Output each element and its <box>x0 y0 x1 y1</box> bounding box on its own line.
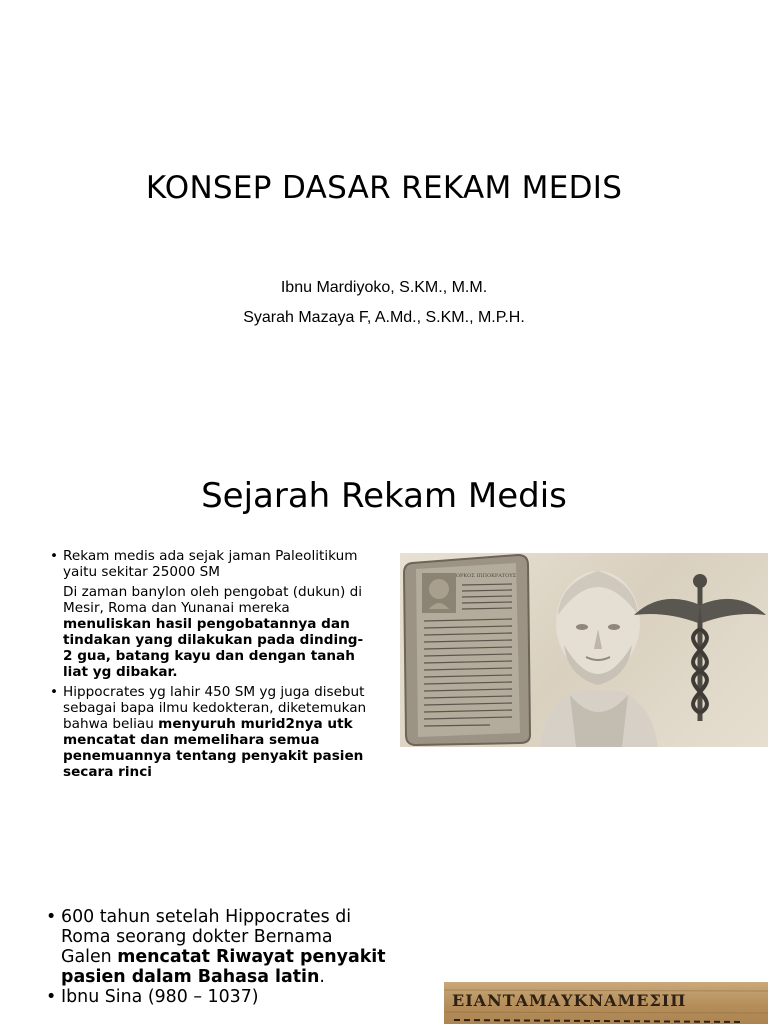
title-slide <box>0 0 768 440</box>
slide-title: Sejarah Rekam Medis <box>201 476 567 516</box>
bullet-dot: • <box>46 907 57 927</box>
bust-icon <box>540 571 658 747</box>
paragraph-bold-text: menuliskan hasil pengobatannya dan tindakan yang dilakukan pada dinding-2 gua, batang kayu dan dengan tanah liat yg dibakar. <box>63 616 364 680</box>
svg-text:ΟΡΚΟΣ ΙΠΠΟΚΡΑΤΟΥΣ: ΟΡΚΟΣ ΙΠΠΟΚΡΑΤΟΥΣ <box>455 573 517 579</box>
paragraph-text: Di zaman banylon oleh pengobat (dukun) di Mesir, Roma dan Yunanai mereka <box>63 584 363 616</box>
bullet-item <box>46 907 386 987</box>
history-slide <box>0 440 768 880</box>
bullet-list <box>46 907 386 1007</box>
bullet-end: . <box>319 967 325 987</box>
hippocrates-image <box>400 553 768 747</box>
papyrus-illustration <box>444 982 768 1024</box>
stone-tablet-icon <box>404 555 530 745</box>
author-name-2: Syarah Mazaya F, A.Md., S.KM., M.P.H. <box>243 309 525 326</box>
papyrus-image <box>444 982 768 1024</box>
hippocrates-illustration <box>400 553 768 747</box>
bullet-list <box>50 548 370 784</box>
bullet-text: 600 tahun setelah Hippocrates di Roma seorang dokter Bernama Galen <box>61 907 352 967</box>
caduceus-icon <box>634 574 766 721</box>
bullet-dot: • <box>50 548 59 564</box>
bullet-item <box>46 987 386 1007</box>
bullet-item <box>50 548 370 580</box>
bullet-bold-text: menyuruh murid2nya utk mencatat dan memelihara semua penemuannya tentang penyakit pasien secara rinci <box>63 716 364 780</box>
bullet-item <box>50 684 370 780</box>
bullet-text: Hippocrates yg lahir 450 SM yg juga disebut sebagai bapa ilmu kedokteran, diketemukan bahwa beliau <box>63 684 367 732</box>
bullet-dot: • <box>46 987 57 1007</box>
slide-title: KONSEP DASAR REKAM MEDIS <box>145 170 623 206</box>
author-name-1: Ibnu Mardiyoko, S.KM., M.M. <box>280 279 488 296</box>
galen-slide <box>0 880 768 1024</box>
bullet-text: Ibnu Sina (980 – 1037) <box>61 987 259 1007</box>
paragraph <box>50 584 370 680</box>
svg-text:ΕΙΑΝΤΑΜΑΥΚΝΑΜΕΣΙΠ: ΕΙΑΝΤΑΜΑΥΚΝΑΜΕΣΙΠ <box>452 991 687 1010</box>
bullet-dot: • <box>50 684 59 700</box>
bullet-bold-text: mencatat Riwayat penyakit pasien dalam Bahasa latin <box>61 947 386 987</box>
bullet-text: Rekam medis ada sejak jaman Paleolitikum yaitu sekitar 25000 SM <box>63 548 358 580</box>
